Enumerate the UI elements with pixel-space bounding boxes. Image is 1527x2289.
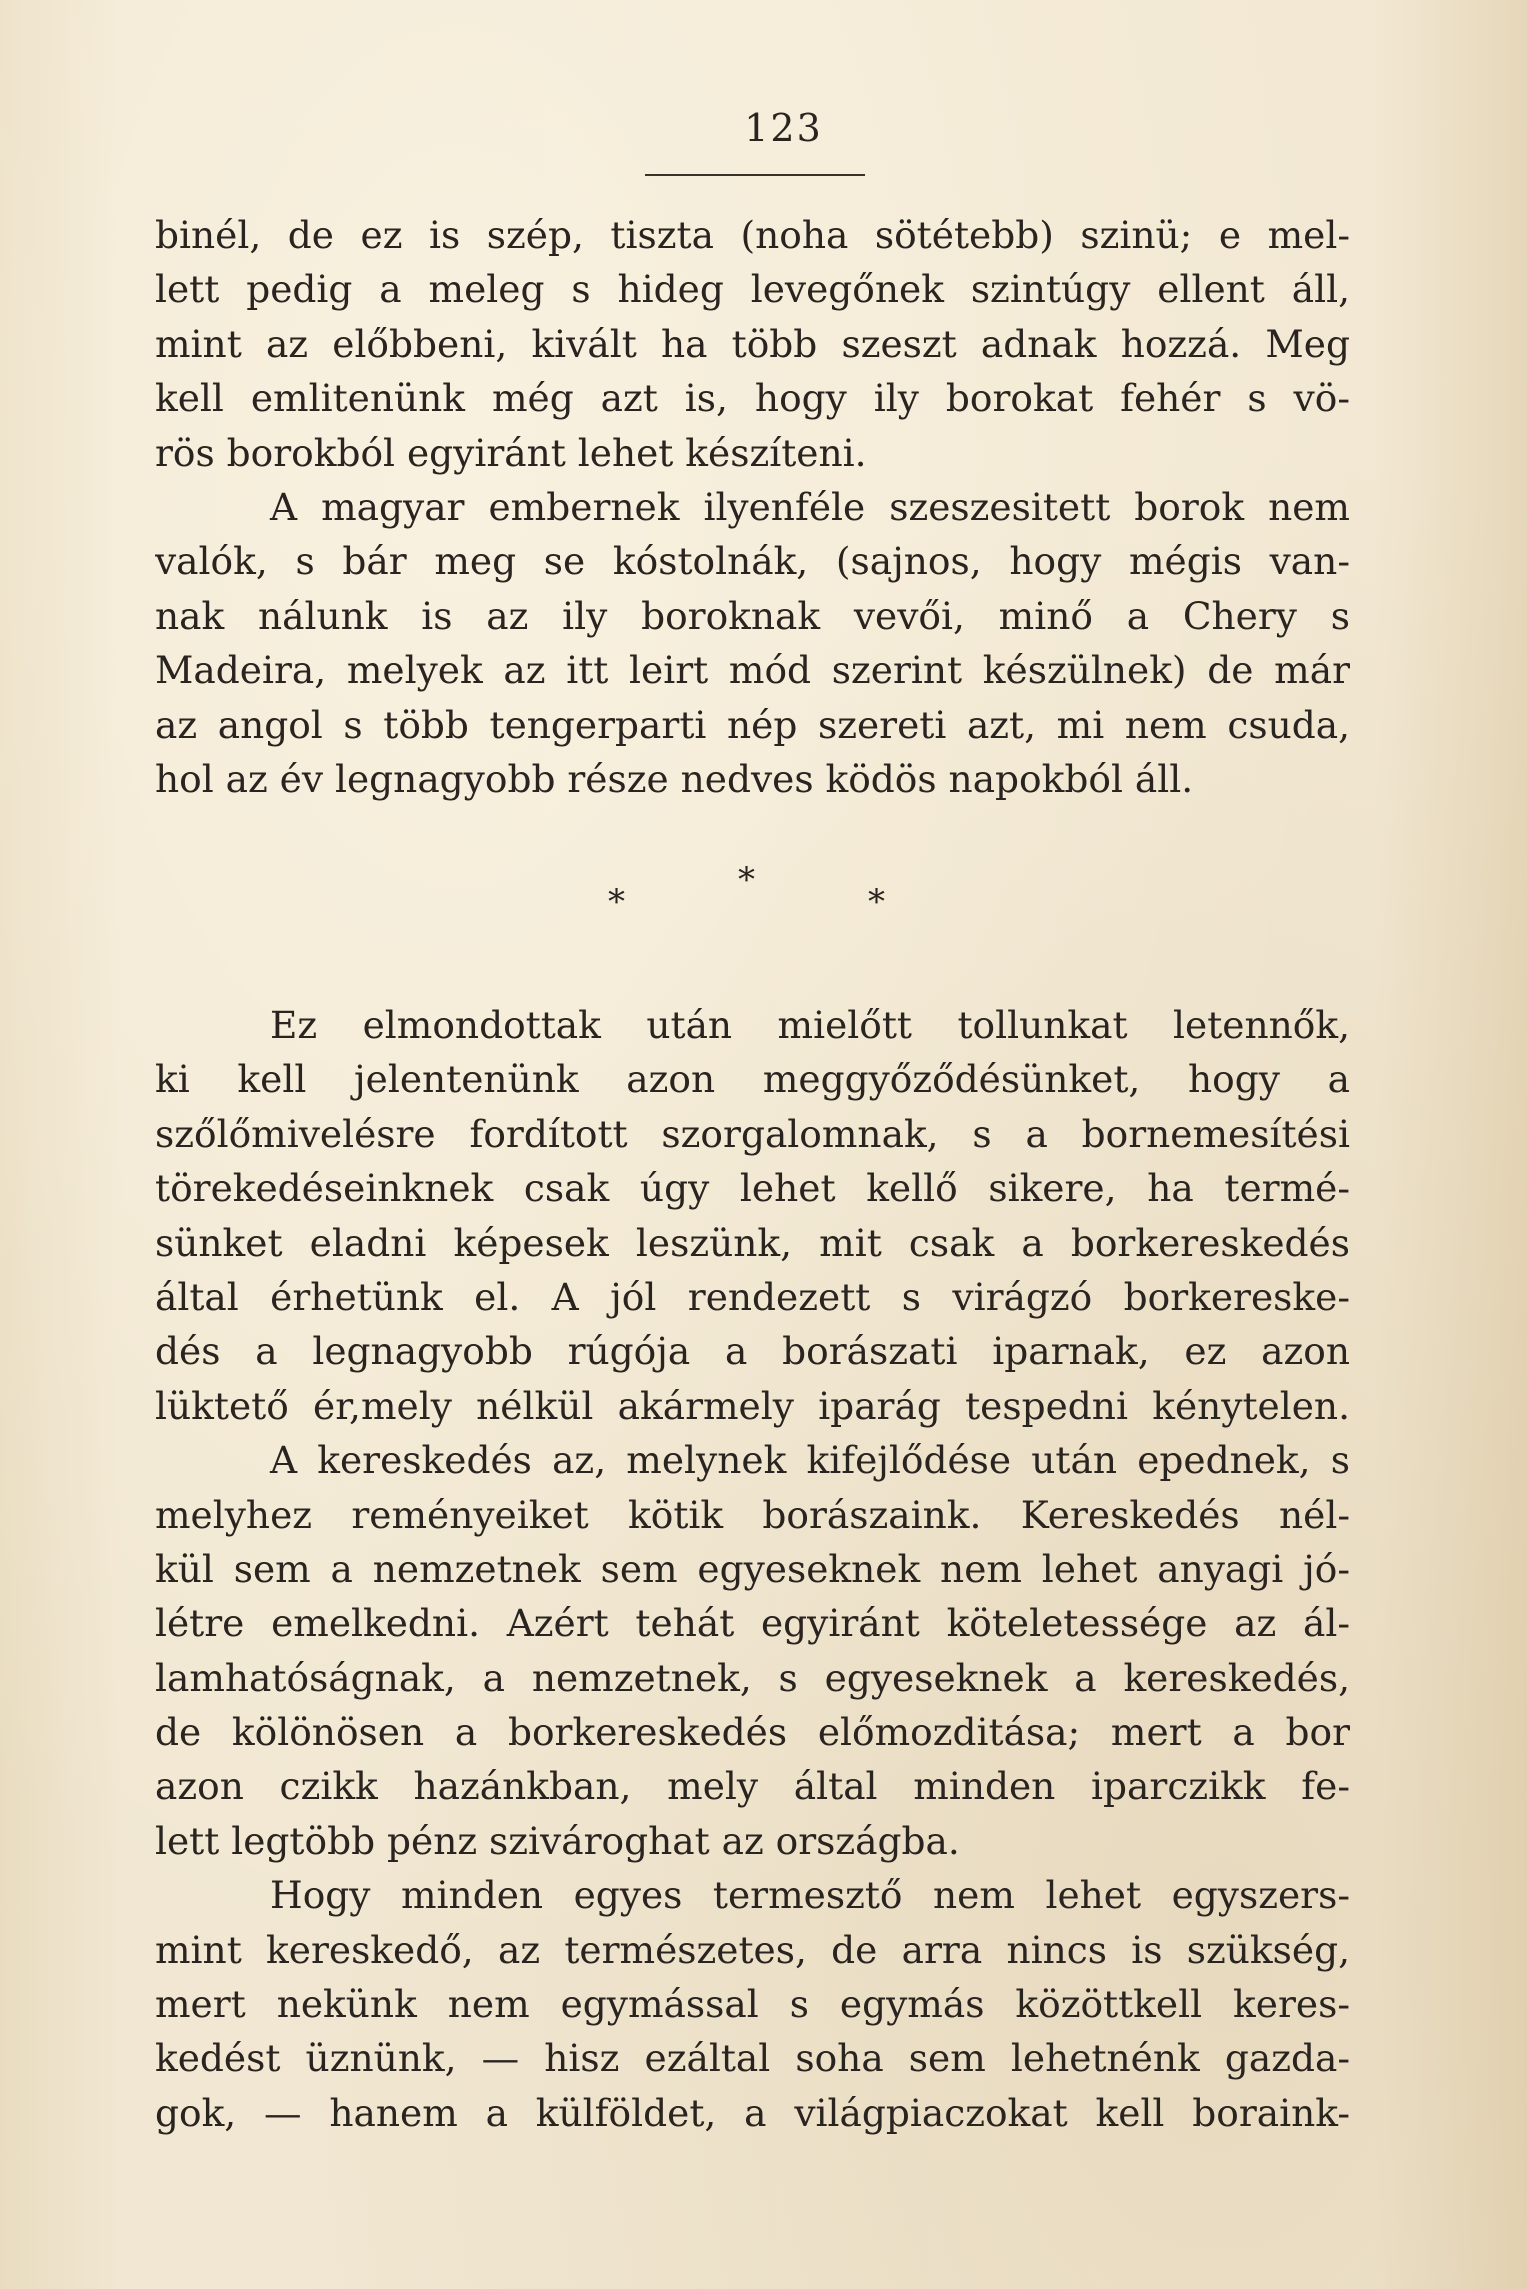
asterisk-left: * — [608, 882, 625, 922]
text-line: binél, de ez is szép, tiszta (noha sötétebb) szinü; e mel- — [155, 213, 1350, 257]
text-line: nak nálunk is az ily boroknak vevői, minő a Chery s — [155, 593, 1350, 638]
asterisk-top: * — [738, 860, 755, 900]
text-line: lüktető ér,mely nélkül akármely iparág tespedni kénytelen. — [155, 1383, 1350, 1428]
header-rule — [645, 174, 865, 176]
page-number: 123 — [744, 106, 823, 150]
text-line: törekedéseinknek csak úgy lehet kellő sikere, ha termé- — [155, 1166, 1350, 1211]
text-line: Hogy minden egyes termesztő nem lehet egyszers- — [270, 1873, 1350, 1918]
text-line: A kereskedés az, melynek kifejlődése után epednek, s — [270, 1438, 1350, 1483]
text-line: kedést üznünk, — hisz ezáltal soha sem lehetnénk gazda- — [155, 2036, 1350, 2081]
text-line: Madeira, melyek az itt leirt mód szerint készülnek) de már — [155, 648, 1350, 693]
text-line: lett pedig a meleg s hideg levegőnek szintúgy ellent áll, — [155, 267, 1350, 312]
text-line: melyhez reményeiket kötik borászaink. Kereskedés nél- — [155, 1492, 1350, 1537]
text-line: dés a legnagyobb rúgója a borászati iparnak, ez azon — [155, 1329, 1350, 1374]
text-line: hol az év legnagyobb része nedves ködös napokból áll. — [155, 756, 1194, 801]
text-line: azon czikk hazánkban, mely által minden iparczikk fe- — [155, 1764, 1350, 1809]
text-line: lamhatóságnak, a nemzetnek, s egyeseknek a kereskedés, — [155, 1655, 1350, 1700]
section-separator — [0, 860, 1527, 930]
text-line: rös borokból egyiránt lehet készíteni. — [155, 430, 867, 475]
text-line: szőlőmivelésre fordított szorgalomnak, s a bornemesítési — [155, 1111, 1350, 1156]
text-block-bottom — [155, 998, 1350, 2140]
text-line: valók, s bár meg se kóstolnák, (sajnos, hogy mégis van- — [155, 539, 1350, 584]
text-line: mint az előbbeni, kivált ha több szeszt adnak hozzá. Meg — [155, 321, 1350, 366]
text-line: de kölönösen a borkereskedés előmozditása; mert a bor — [155, 1710, 1350, 1755]
text-line: kül sem a nemzetnek sem egyeseknek nem lehet anyagi jó- — [155, 1546, 1350, 1591]
text-line: lett legtöbb pénz szivároghat az országba. — [155, 1818, 960, 1863]
text-line: sünket eladni képesek leszünk, mit csak a borkereskedés — [155, 1220, 1350, 1265]
text-line: ki kell jelentenünk azon meggyőződésünket, hogy a — [155, 1057, 1350, 1102]
text-line: létre emelkedni. Azért tehát egyiránt köteletessége az ál- — [155, 1601, 1350, 1646]
text-line: mint kereskedő, az természetes, de arra nincs is szükség, — [155, 1927, 1350, 1972]
text-line: kell emlitenünk még azt is, hogy ily borokat fehér s vö- — [155, 376, 1350, 421]
text-line: Ez elmondottak után mielőtt tollunkat letennők, — [270, 1003, 1350, 1047]
text-line: által érhetünk el. A jól rendezett s virágzó borkereske- — [155, 1274, 1350, 1319]
text-block-top — [155, 208, 1350, 806]
text-line: A magyar embernek ilyenféle szeszesitett borok nem — [270, 484, 1350, 529]
asterisk-right: * — [868, 882, 885, 922]
text-line: az angol s több tengerparti nép szereti azt, mi nem csuda, — [155, 702, 1350, 747]
text-line: mert nekünk nem egymással s egymás közöttkell keres- — [155, 1982, 1350, 2027]
text-line: gok, — hanem a külföldet, a világpiaczokat kell boraink- — [155, 2090, 1350, 2135]
